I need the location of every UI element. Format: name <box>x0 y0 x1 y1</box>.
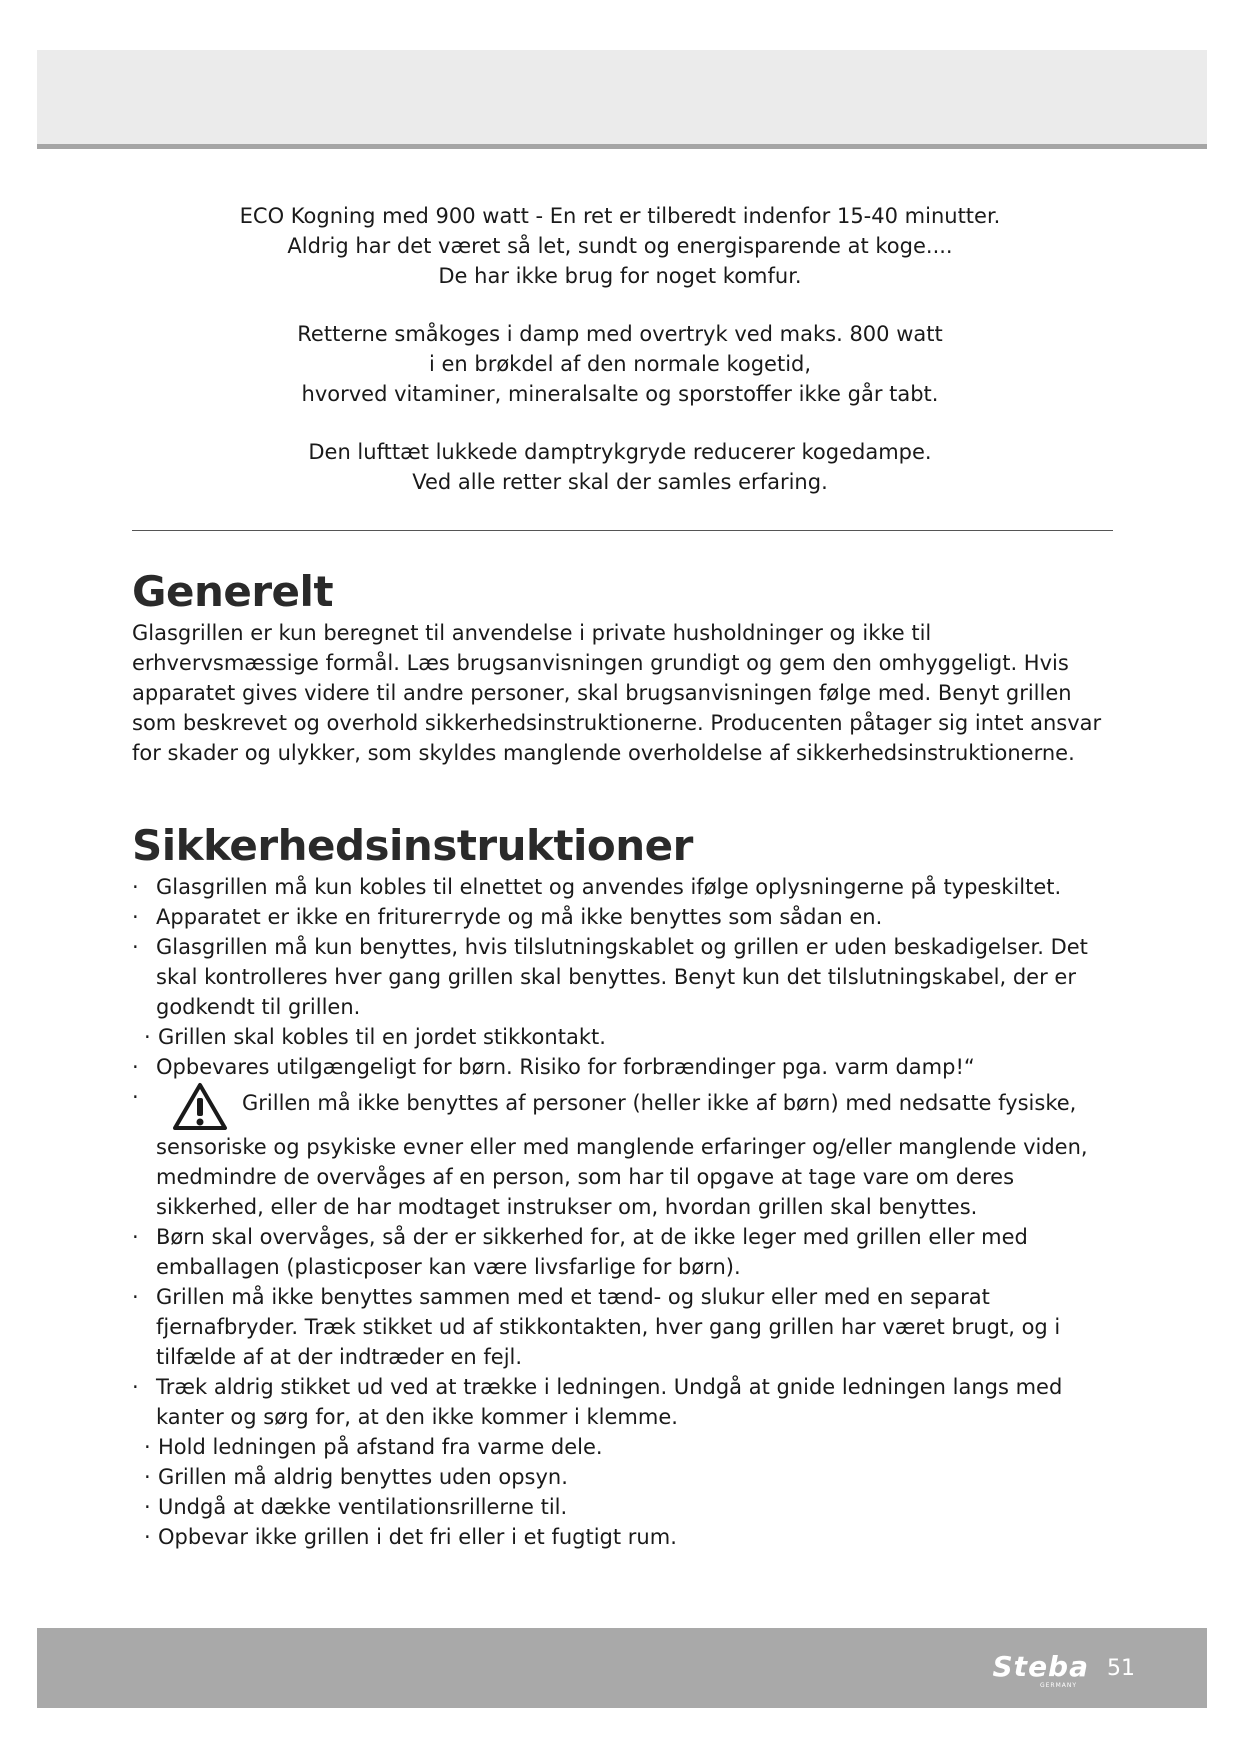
brand-logo-subtitle: GERMANY <box>1039 1682 1077 1689</box>
footer-band <box>37 1628 1207 1708</box>
list-item: · Glasgrillen må kun benyttes, hvis tilslutningskablet og grillen er uden beskadigelser. Det skal kontrolleres hver gang grillen skal benyttes. Benyt kun det tilslutningskabel, der er godkendt til grillen. <box>132 935 1088 1019</box>
list-item: · Grillen må ikke benyttes af personer (heller ikke af børn) med nedsatte fysiske, sensoriske og psykiske evner eller med manglende erfaringer og/eller manglende viden, medmindre de overvåges af en person, som har til opgave at tage vare om deres sikkerhed, eller de har modtaget instrukser om, hvordan grillen skal benyttes. <box>132 1082 1117 1222</box>
general-section <box>132 566 1117 768</box>
intro-paragraph-3: Den lufttæt lukkede damptrykgryde reducerer kogedampe. Ved alle retter skal der samles erfaring. <box>308 440 932 494</box>
safety-section <box>132 820 1117 1552</box>
list-item: · Undgå at dække ventilationsrillerne til. <box>144 1495 568 1519</box>
page-number: 51 <box>1107 1656 1135 1681</box>
list-item: · Børn skal overvåges, så der er sikkerhed for, at de ikke leger med grillen eller med emballagen (plasticposer kan være livsfarlige for børn). <box>132 1225 1028 1279</box>
list-item: · Opbevares utilgængeligt for børn. Risiko for forbrændinger pga. varm damp!“ <box>132 1055 975 1079</box>
divider <box>132 530 1113 531</box>
list-item: · Træk aldrig stikket ud ved at trække i ledningen. Undgå at gnide ledningen langs med kanter og sørg for, at den ikke kommer i klemme. <box>132 1375 1063 1429</box>
safety-heading: Sikkerhedsinstruktioner <box>132 821 693 870</box>
safety-list <box>132 872 1117 1552</box>
general-text: Glasgrillen er kun beregnet til anvendelse i private husholdninger og ikke til erhvervsmæssige formål. Læs brugsanvisningen grundigt og gem den omhyggeligt. Hvis apparatet gives videre til andre personer, skal brugsanvisningen følge med. Benyt grillen som beskrevet og overhold sikkerhedsinstruktionerne. Producenten påtager sig intet ansvar for skader og ulykker, som skyldes manglende overholdelse af sikkerhedsinstruktionerne. <box>132 621 1102 765</box>
header-band <box>37 50 1207 149</box>
intro-paragraph-1: ECO Kogning med 900 watt - En ret er tilberedt indenfor 15-40 minutter. Aldrig har det været så let, sundt og energisparende at koge.... De har ikke brug for noget komfur. <box>239 204 1001 288</box>
list-item: · Apparatet er ikke en friturегryde og må ikke benyttes som sådan en. <box>132 905 883 929</box>
brand-logo: Steba <box>992 1650 1089 1683</box>
list-item: · Glasgrillen må kun kobles til elnettet og anvendes ifølge oplysningerne på typeskiltet. <box>132 875 1062 899</box>
warning-triangle-icon <box>172 1082 228 1132</box>
intro-paragraph-2: Retterne småkoges i damp med overtryk ved maks. 800 watt i en brøkdel af den normale kogetid, hvorved vitaminer, mineralsalte og sporstoffer ikke går tabt. <box>297 322 943 406</box>
list-item: · Grillen må ikke benyttes sammen med et tænd- og slukur eller med en separat fjernafbryder. Træk stikket ud af stikkontakten, hver gang grillen har været brugt, og i tilfælde af at der indtræder en fejl. <box>132 1285 1061 1369</box>
intro-text <box>130 201 1110 525</box>
list-item: · Grillen må aldrig benyttes uden opsyn. <box>144 1465 568 1489</box>
list-item: · Grillen skal kobles til en jordet stikkontakt. <box>144 1025 606 1049</box>
list-item: · Hold ledningen på afstand fra varme dele. <box>144 1435 603 1459</box>
list-item: · Opbevar ikke grillen i det fri eller i et fugtigt rum. <box>144 1525 677 1549</box>
general-heading: Generelt <box>132 567 334 616</box>
